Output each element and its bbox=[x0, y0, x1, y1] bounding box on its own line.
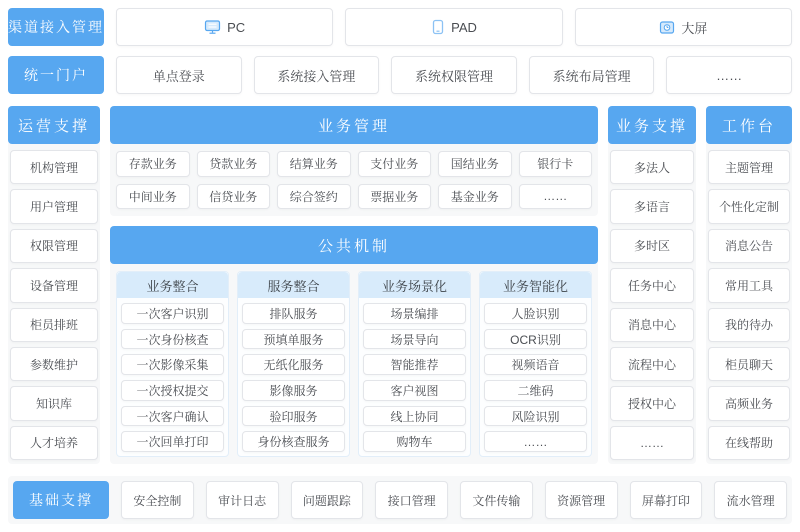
group-item-button[interactable]: 客户视图 bbox=[363, 380, 466, 401]
channel-item-pc[interactable] bbox=[116, 8, 333, 46]
workbench-header: 工作台 bbox=[706, 106, 792, 144]
business-mgmt-item-button[interactable]: 综合签约 bbox=[277, 184, 351, 210]
foundation-item-button[interactable]: 屏幕打印 bbox=[630, 481, 703, 519]
group-item-button[interactable]: 智能推荐 bbox=[363, 354, 466, 375]
group-item-button[interactable]: 场景导向 bbox=[363, 329, 466, 350]
group-header: 服务整合 bbox=[238, 272, 349, 298]
workbench-item-button[interactable]: 在线帮助 bbox=[708, 426, 790, 460]
group-item-button[interactable]: …… bbox=[484, 431, 587, 452]
group-item-button[interactable]: 验印服务 bbox=[242, 406, 345, 427]
business-support-item-button[interactable]: 多语言 bbox=[610, 189, 694, 223]
business-support-item-button[interactable]: 流程中心 bbox=[610, 347, 694, 381]
group-business-intelligence bbox=[479, 271, 592, 457]
business-support-item-button[interactable]: 多时区 bbox=[610, 229, 694, 263]
group-item-button[interactable]: 排队服务 bbox=[242, 303, 345, 324]
channel-item-bigscreen[interactable] bbox=[575, 8, 792, 46]
business-support-item-button[interactable]: 授权中心 bbox=[610, 386, 694, 420]
group-business-integration bbox=[116, 271, 229, 457]
business-mgmt-item-button[interactable]: 票据业务 bbox=[358, 184, 432, 210]
business-mgmt-item-button[interactable]: 贷款业务 bbox=[197, 151, 271, 177]
portal-row-label: 统一门户 bbox=[8, 56, 104, 94]
foundation-row bbox=[8, 476, 792, 524]
common-mechanism-header: 公共机制 bbox=[110, 226, 598, 264]
foundation-row-label: 基础支撑 bbox=[13, 481, 109, 519]
operations-item-button[interactable]: 参数维护 bbox=[10, 347, 98, 381]
business-mgmt-item-button[interactable]: 信贷业务 bbox=[197, 184, 271, 210]
business-support-item-button[interactable]: 消息中心 bbox=[610, 308, 694, 342]
group-item-button[interactable]: 风险识别 bbox=[484, 406, 587, 427]
workbench-item-button[interactable]: 高频业务 bbox=[708, 386, 790, 420]
workbench-item-button[interactable]: 常用工具 bbox=[708, 268, 790, 302]
group-business-scenario bbox=[358, 271, 471, 457]
business-mgmt-header: 业务管理 bbox=[110, 106, 598, 144]
group-item-button[interactable]: 一次客户确认 bbox=[121, 406, 224, 427]
tablet-icon bbox=[431, 19, 445, 35]
group-item-button[interactable]: 一次授权提交 bbox=[121, 380, 224, 401]
business-mgmt-item-button[interactable]: 结算业务 bbox=[277, 151, 351, 177]
operations-items bbox=[8, 150, 100, 460]
business-mgmt-panel bbox=[110, 106, 598, 216]
business-mgmt-item-button[interactable]: 支付业务 bbox=[358, 151, 432, 177]
group-item-button[interactable]: 预填单服务 bbox=[242, 329, 345, 350]
business-mgmt-item-button[interactable]: 中间业务 bbox=[116, 184, 190, 210]
business-mgmt-item-button[interactable]: 存款业务 bbox=[116, 151, 190, 177]
operations-item-button[interactable]: 设备管理 bbox=[10, 268, 98, 302]
workbench-item-button[interactable]: 柜员聊天 bbox=[708, 347, 790, 381]
channel-item-label: 大屏 bbox=[681, 20, 708, 36]
group-item-button[interactable]: 线上协同 bbox=[363, 406, 466, 427]
foundation-item-button[interactable]: 流水管理 bbox=[714, 481, 787, 519]
workbench-item-button[interactable]: 主题管理 bbox=[708, 150, 790, 184]
portal-item-button[interactable]: 系统权限管理 bbox=[391, 56, 517, 94]
business-support-item-button[interactable]: …… bbox=[610, 426, 694, 460]
portal-row bbox=[8, 56, 792, 94]
channel-row bbox=[8, 8, 792, 46]
bigscreen-icon bbox=[659, 20, 675, 35]
portal-item-button[interactable]: 系统布局管理 bbox=[529, 56, 655, 94]
portal-items bbox=[116, 56, 792, 94]
foundation-item-button[interactable]: 安全控制 bbox=[121, 481, 194, 519]
workbench-column bbox=[706, 106, 792, 464]
group-header: 业务场景化 bbox=[359, 272, 470, 298]
group-items bbox=[484, 303, 587, 452]
group-item-button[interactable]: 一次影像采集 bbox=[121, 354, 224, 375]
workbench-item-button[interactable]: 消息公告 bbox=[708, 229, 790, 263]
group-service-integration bbox=[237, 271, 350, 457]
group-header: 业务智能化 bbox=[480, 272, 591, 298]
operations-item-button[interactable]: 机构管理 bbox=[10, 150, 98, 184]
foundation-items bbox=[121, 481, 787, 519]
operations-header: 运营支撑 bbox=[8, 106, 100, 144]
channel-item-label: PC bbox=[227, 19, 246, 35]
group-item-button[interactable]: 一次身份核查 bbox=[121, 329, 224, 350]
group-header: 业务整合 bbox=[117, 272, 228, 298]
monitor-icon bbox=[204, 19, 221, 35]
channel-row-label: 渠道接入管理 bbox=[8, 8, 104, 46]
foundation-item-button[interactable]: 审计日志 bbox=[206, 481, 279, 519]
foundation-item-button[interactable]: 接口管理 bbox=[375, 481, 448, 519]
business-support-items bbox=[608, 150, 696, 460]
group-item-button[interactable]: 身份核查服务 bbox=[242, 431, 345, 452]
business-support-header: 业务支撑 bbox=[608, 106, 696, 144]
foundation-item-button[interactable]: 文件传输 bbox=[460, 481, 533, 519]
group-items bbox=[121, 303, 224, 452]
operations-item-button[interactable]: 人才培养 bbox=[10, 426, 98, 460]
portal-item-button[interactable]: 系统接入管理 bbox=[254, 56, 380, 94]
common-mechanism-groups bbox=[110, 264, 598, 464]
group-item-button[interactable]: 人脸识别 bbox=[484, 303, 587, 324]
workbench-item-button[interactable]: 个性化定制 bbox=[708, 189, 790, 223]
group-item-button[interactable]: 一次客户识别 bbox=[121, 303, 224, 324]
business-mgmt-item-button[interactable]: 基金业务 bbox=[438, 184, 512, 210]
group-item-button[interactable]: 视频语音 bbox=[484, 354, 587, 375]
business-mgmt-items bbox=[110, 144, 598, 216]
operations-item-button[interactable]: 权限管理 bbox=[10, 229, 98, 263]
operations-item-button[interactable]: 柜员排班 bbox=[10, 308, 98, 342]
business-support-item-button[interactable]: 任务中心 bbox=[610, 268, 694, 302]
group-item-button[interactable]: 场景编排 bbox=[363, 303, 466, 324]
workbench-item-button[interactable]: 我的待办 bbox=[708, 308, 790, 342]
business-mgmt-item-button[interactable]: 国结业务 bbox=[438, 151, 512, 177]
middle-section bbox=[8, 106, 792, 464]
group-items bbox=[363, 303, 466, 452]
operations-column bbox=[8, 106, 100, 464]
group-item-button[interactable]: 二维码 bbox=[484, 380, 587, 401]
group-item-button[interactable]: OCR识别 bbox=[484, 329, 587, 350]
foundation-item-button[interactable]: 问题跟踪 bbox=[291, 481, 364, 519]
center-column bbox=[110, 106, 598, 464]
common-mechanism-panel bbox=[110, 226, 598, 464]
business-mgmt-item-button[interactable]: …… bbox=[519, 184, 593, 210]
group-item-button[interactable]: 无纸化服务 bbox=[242, 354, 345, 375]
portal-item-button[interactable]: …… bbox=[666, 56, 792, 94]
group-item-button[interactable]: 购物车 bbox=[363, 431, 466, 452]
channel-item-pad[interactable] bbox=[345, 8, 562, 46]
group-items bbox=[242, 303, 345, 452]
business-support-column bbox=[608, 106, 696, 464]
operations-item-button[interactable]: 知识库 bbox=[10, 386, 98, 420]
operations-item-button[interactable]: 用户管理 bbox=[10, 189, 98, 223]
group-item-button[interactable]: 一次回单打印 bbox=[121, 431, 224, 452]
group-item-button[interactable]: 影像服务 bbox=[242, 380, 345, 401]
foundation-item-button[interactable]: 资源管理 bbox=[545, 481, 618, 519]
workbench-items bbox=[706, 150, 792, 460]
channel-item-label: PAD bbox=[451, 19, 477, 35]
business-support-item-button[interactable]: 多法人 bbox=[610, 150, 694, 184]
portal-item-button[interactable]: 单点登录 bbox=[116, 56, 242, 94]
business-mgmt-item-button[interactable]: 银行卡 bbox=[519, 151, 593, 177]
